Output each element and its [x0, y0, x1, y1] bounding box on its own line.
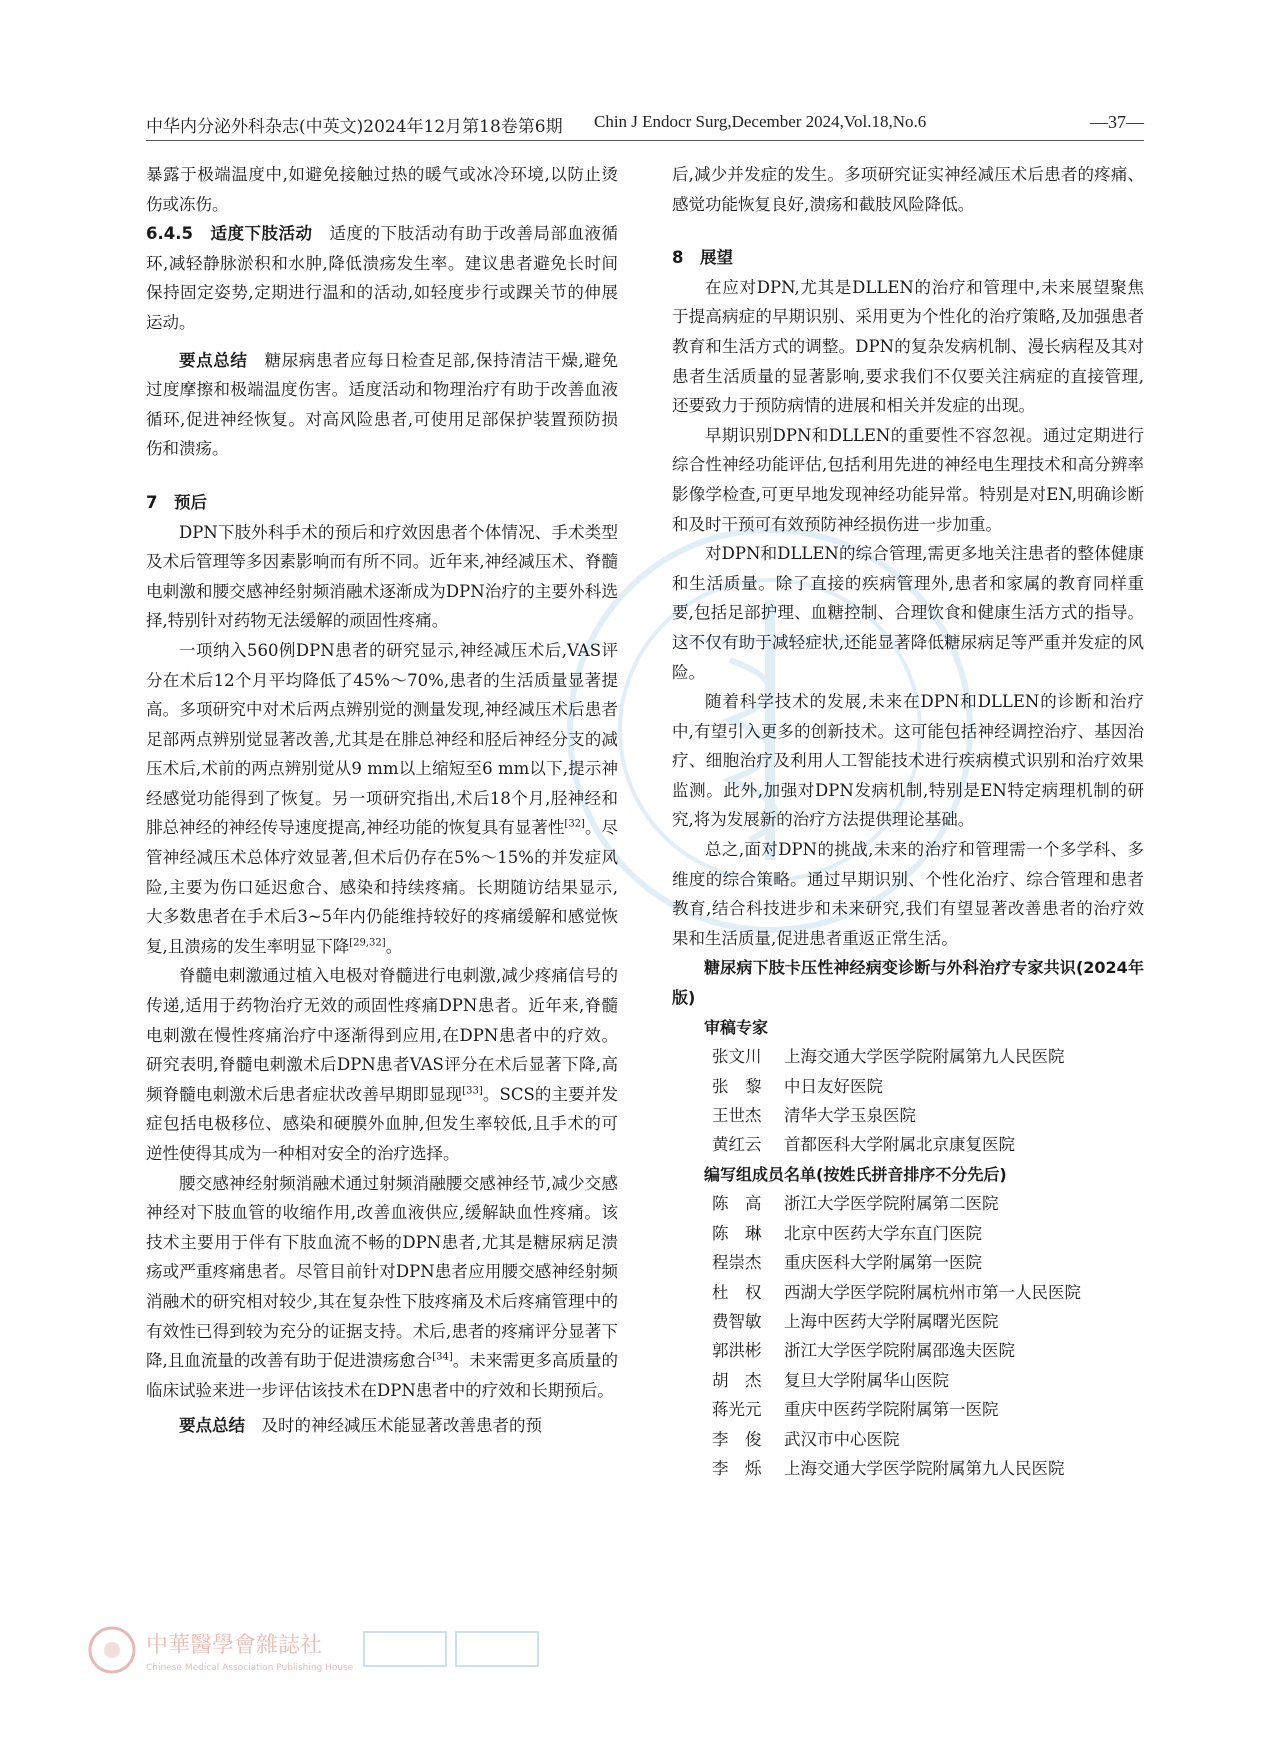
person-name: 杜 权 [712, 1282, 762, 1302]
text-run: 。未来需更多高质量的临床试验来进一步评估该技术在DPN患者中的疗效和长期预后。 [146, 1351, 619, 1400]
journal-title-en: Chin J Endocr Surg,December 2024,Vol.18,No.6 [594, 112, 927, 131]
citation[interactable]: [32] [564, 818, 585, 830]
paragraph: 在应对DPN,尤其是DLLEN的治疗和管理中,未来展望聚焦于提高病症的早期识别、采用更为个性化的治疗策略,及加强患者教育和生活方式的调整。DPN的复杂发病机制、漫长病程及其对患者生活质量的显著影响,要求我们不仅要关注病症的直接管理,还要致力于预防病情的进展和相关并发症的出现。 [672, 277, 1144, 416]
person-name: 李 烁 [712, 1459, 762, 1479]
reviewers-title: 审稿专家 [704, 1017, 769, 1037]
credit-row [672, 1425, 1144, 1454]
paragraph: 总之,面对DPN的挑战,未来的治疗和管理需一个多学科、多维度的综合策略。通过早期识别、个性化治疗、综合管理和患者教育,结合科技进步和未来研究,我们有望显著改善患者的治疗效果和生活质量,促进患者重返正常生活。 [672, 840, 1144, 948]
paragraph: 对DPN和DLLEN的综合管理,需更多地关注患者的整体健康和生活质量。除了直接的疾病管理外,患者和家属的教育同样重要,包括足部护理、血糖控制、合理饮食和健康生活方式的指导。这不仅有助于减轻症状,还能显著降低糖尿病足等严重并发症的风险。 [672, 544, 1144, 682]
credit-row [672, 1395, 1144, 1424]
person-affiliation: 清华大学玉泉医院 [784, 1106, 916, 1126]
consensus-title: 糖尿病下肢卡压性神经病变诊断与外科治疗专家共识(2024年版) [672, 958, 1144, 1008]
person-affiliation: 首都医科大学附属北京康复医院 [784, 1135, 1015, 1155]
credit-row [672, 1189, 1144, 1218]
person-affiliation: 浙江大学医学院附属第二医院 [784, 1194, 999, 1214]
header-rule [146, 140, 1144, 141]
person-affiliation: 重庆医科大学附属第一医院 [784, 1253, 982, 1273]
section-8-title: 8 展望 [672, 248, 733, 268]
publisher-name-en: Chinese Medical Association Publishing House [146, 1663, 354, 1673]
person-affiliation: 北京中医药大学东直门医院 [784, 1223, 982, 1243]
person-name: 黄红云 [712, 1135, 762, 1155]
members-title: 编写组成员名单(按姓氏拼音排序不分先后) [704, 1164, 1007, 1184]
citation[interactable]: [29,32] [349, 937, 386, 949]
person-name: 费智敏 [712, 1312, 762, 1332]
paragraph [146, 1169, 618, 1406]
publisher-logo-icon [84, 1622, 564, 1678]
person-affiliation: 重庆中医药学院附属第一医院 [784, 1400, 999, 1420]
person-name: 张 黎 [712, 1076, 762, 1096]
credit-row [672, 1042, 1144, 1071]
credit-row [672, 1366, 1144, 1395]
paragraph: 早期识别DPN和DLLEN的重要性不容忽视。通过定期进行综合性神经功能评估,包括利用先进的神经电生理技术和高分辨率影像学检查,可更早地发现神经功能异常。特别是对EN,明确诊断和及时干预可有效预防神经损伤进一步加重。 [672, 425, 1144, 534]
journal-title-cn: 中华内分泌外科杂志(中英文)2024年12月第18卷第6期 [146, 117, 563, 137]
running-header [146, 112, 1144, 136]
paragraph [146, 961, 618, 1168]
credit-row [672, 1248, 1144, 1277]
credit-row [672, 1219, 1144, 1248]
person-name: 陈 高 [712, 1194, 762, 1214]
credits-block [672, 953, 1144, 1483]
summary-label: 要点总结 [179, 1416, 245, 1436]
citation[interactable]: [34] [432, 1351, 453, 1363]
credit-row [672, 1454, 1144, 1483]
person-name: 蒋光元 [712, 1400, 762, 1420]
left-column [146, 160, 618, 1441]
person-affiliation: 复旦大学附属华山医院 [784, 1370, 949, 1390]
person-name: 陈 琳 [712, 1223, 762, 1243]
person-affiliation: 上海中医药大学附属曙光医院 [784, 1312, 999, 1332]
summary-text: 糖尿病患者应每日检查足部,保持清洁干燥,避免过度摩擦和极端温度伤害。适度活动和物理治疗有助于改善血液循环,促进神经恢复。对高风险患者,可使用足部保护装置预防损伤和溃疡。 [146, 350, 619, 459]
person-affiliation: 上海交通大学医学院附属第九人民医院 [784, 1459, 1065, 1479]
person-name: 胡 杰 [712, 1370, 762, 1390]
text-run: 。尽管神经减压术总体疗效显著,但术后仍存在5%～15%的并发症风险,主要为伤口延迟愈合、感染和持续疼痛。长期随访结果显示,大多数患者在手术后3~5年内仍能维持较好的疼痛缓解和感觉恢复,且溃疡的发生率明显下降 [146, 818, 619, 956]
summary-text: 及时的神经减压术能显著改善患者的预 [261, 1416, 542, 1436]
text-run: 。 [385, 936, 403, 956]
person-name: 王世杰 [712, 1106, 762, 1126]
text-run: 脊髓电刺激通过植入电极对脊髓进行电刺激,减少疼痛信号的传递,适用于药物治疗无效的顽固性疼痛DPN患者。近年来,脊髓电刺激在慢性疼痛治疗中逐渐得到应用,在DPN患者中的疗效。研究表明,脊髓电刺激术后DPN患者VAS评分在术后显著下降,高频脊髓电刺激术后患者症状改善早期即显现 [146, 966, 618, 1104]
publisher-name-cn: 中華醫學會雜誌社 [146, 1633, 323, 1658]
person-affiliation: 浙江大学医学院附属邵逸夫医院 [784, 1341, 1015, 1361]
credit-row [672, 1101, 1144, 1130]
reviewers-list [672, 1042, 1144, 1160]
credit-row [672, 1307, 1144, 1336]
credit-row [672, 1336, 1144, 1365]
subsection-title: 6.4.5 适度下肢活动 [146, 224, 313, 244]
members-list [672, 1189, 1144, 1483]
person-affiliation: 中日友好医院 [784, 1076, 883, 1096]
page-number: —37— [1090, 112, 1144, 132]
credit-row [672, 1072, 1144, 1101]
text-run: 腰交感神经射频消融术通过射频消融腰交感神经节,减少交感神经对下肢血管的收缩作用,改善血液供应,缓解缺血性疼痛。该技术主要用于伴有下肢血流不畅的DPN患者,尤其是糖尿病足溃疡或严重疼痛患者。尽管目前针对DPN患者应用腰交感神经射频消融术的研究相对较少,其在复杂性下肢疼痛及术后疼痛管理中的有效性已得到较为充分的证据支持。术后,患者的疼痛评分显著下降,且血流量的改善有助于促进溃疡愈合 [146, 1173, 618, 1371]
paragraph: 随着科学技术的发展,未来在DPN和DLLEN的诊断和治疗中,有望引入更多的创新技术。这可能包括神经调控治疗、基因治疗、细胞治疗及利用人工智能技术进行疾病模式识别和治疗效果监测。此外,加强对DPN发病机制,特别是EN特定病理机制的研究,将为发展新的治疗方法提供理论基础。 [672, 692, 1144, 830]
person-name: 李 俊 [712, 1429, 762, 1449]
credit-row [672, 1130, 1144, 1159]
summary-label: 要点总结 [179, 350, 248, 370]
person-affiliation: 武汉市中心医院 [784, 1429, 900, 1449]
paragraph [146, 636, 618, 962]
credit-row [672, 1278, 1144, 1307]
citation[interactable]: [33] [462, 1085, 483, 1097]
text-run: 一项纳入560例DPN患者的研究显示,神经减压术后,VAS评分在术后12个月平均降低了45%～70%,患者的生活质量显著提高。多项研究中对术后两点辨别觉的测量发现,神经减压术后患者足部两点辨别觉显著改善,尤其是在腓总神经和胫后神经分支的减压术后,术前的两点辨别觉从9 mm以上缩短至6 mm以下,提示神经感觉功能得到了恢复。另一项研究指出,术后18个月,胫神经和腓总神经的神经传导速度提高,神经功能的恢复具有显著性 [146, 640, 618, 838]
text-run: 。SCS的主要并发症包括电极移位、感染和硬膜外血肿,但发生率较低,且手术的可逆性使得其成为一种相对安全的治疗选择。 [146, 1084, 619, 1163]
key-summary [146, 346, 618, 464]
subsection-6-4-5 [146, 219, 618, 337]
right-column [672, 160, 1144, 1484]
paragraph: 后,减少并发症的发生。多项研究证实神经减压术后患者的疼痛、感觉功能恢复良好,溃疡和截肢风险降低。 [672, 165, 1144, 214]
key-summary [146, 1411, 618, 1441]
person-affiliation: 上海交通大学医学院附属第九人民医院 [784, 1047, 1065, 1067]
section-7-title: 7 预后 [146, 492, 207, 512]
person-name: 程崇杰 [712, 1253, 762, 1273]
paragraph: DPN下肢外科手术的预后和疗效因患者个体情况、手术类型及术后管理等多因素影响而有所不同。近年来,神经减压术、脊髓电刺激和腰交感神经射频消融术逐渐成为DPN治疗的主要外科选择,特别针对药物无法缓解的顽固性疼痛。 [146, 522, 618, 631]
person-name: 郭洪彬 [712, 1341, 762, 1361]
person-name: 张文川 [712, 1047, 762, 1067]
subsection-text: 适度的下肢活动有助于改善局部血液循环,减轻静脉淤积和水肿,降低溃疡发生率。建议患者避免长时间保持固定姿势,定期进行温和的活动,如轻度步行或踝关节的伸展运动。 [146, 224, 619, 332]
paragraph: 暴露于极端温度中,如避免接触过热的暖气或冰冷环境,以防止烫伤或冻伤。 [146, 165, 618, 214]
person-affiliation: 西湖大学医学院附属杭州市第一人民医院 [784, 1282, 1081, 1302]
